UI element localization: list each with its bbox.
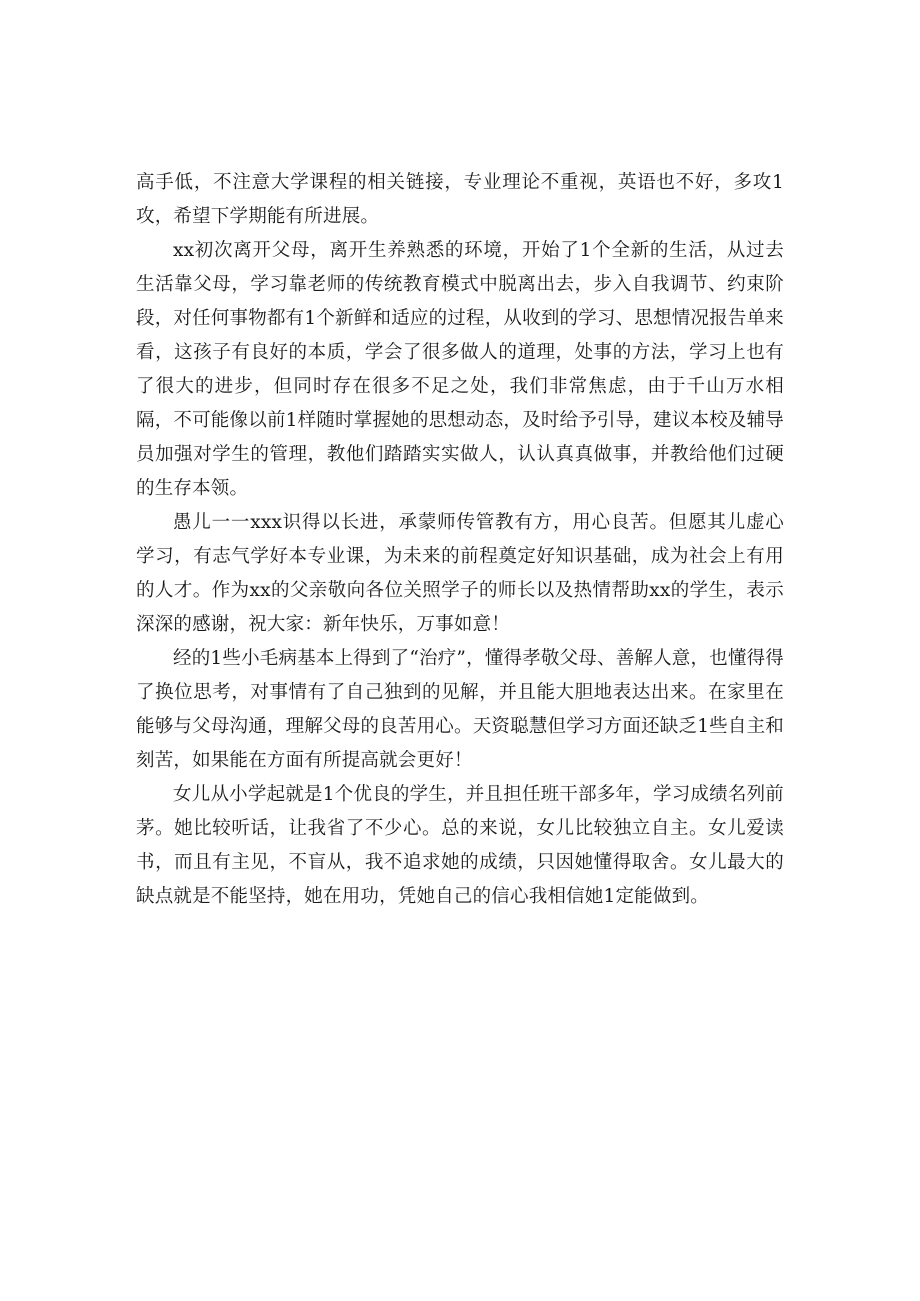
document-body — [136, 166, 784, 914]
paragraph-1: 高手低，不注意大学课程的相关链接，专业理论不重视，英语也不好，多攻1攻，希望下学期能有所进展。 — [136, 172, 784, 227]
paragraph-2: xx初次离开父母，离开生养熟悉的环境，开始了1个全新的生活，从过去生活靠父母，学习靠老师的传统教育模式中脱离出去，步入自我调节、约束阶段，对任何事物都有1个新鲜和适应的过程，从收到的学习、思想情况报告单来看，这孩子有良好的本质，学会了很多做人的道理，处事的方法，学习上也有了很大的进步，但同时存在很多不足之处，我们非常焦虑，由于千山万水相隔，不可能像以前1样随时掌握她的思想动态，及时给予引导，建议本校及辅导员加强对学生的管理，教他们踏踏实实做人，认认真真做事，并教给他们过硬的生存本领。 — [136, 240, 784, 499]
paragraph-5: 女儿从小学起就是1个优良的学生，并且担任班干部多年，学习成绩名列前茅。她比较听话，让我省了不少心。总的来说，女儿比较独立自主。女儿爱读书，而且有主见，不盲从，我不追求她的成绩，只因她懂得取舍。女儿最大的缺点就是不能坚持，她在用功，凭她自己的信心我相信她1定能做到。 — [136, 784, 784, 907]
paragraph-4: 经的1些小毛病基本上得到了“治疗”，懂得孝敬父母、善解人意，也懂得得了换位思考，对事情有了自己独到的见解，并且能大胆地表达出来。在家里在能够与父母沟通，理解父母的良苦用心。天资聪慧但学习方面还缺乏1些自主和刻苦，如果能在方面有所提高就会更好！ — [136, 648, 784, 771]
paragraph-3: 愚儿一一xxx识得以长进，承蒙师传管教有方，用心良苦。但愿其儿虚心学习，有志气学好本专业课，为未来的前程奠定好知识基础，成为社会上有用的人才。作为xx的父亲敬向各位关照学子的师长以及热情帮助xx的学生，表示深深的感谢，祝大家：新年快乐，万事如意！ — [136, 512, 784, 635]
